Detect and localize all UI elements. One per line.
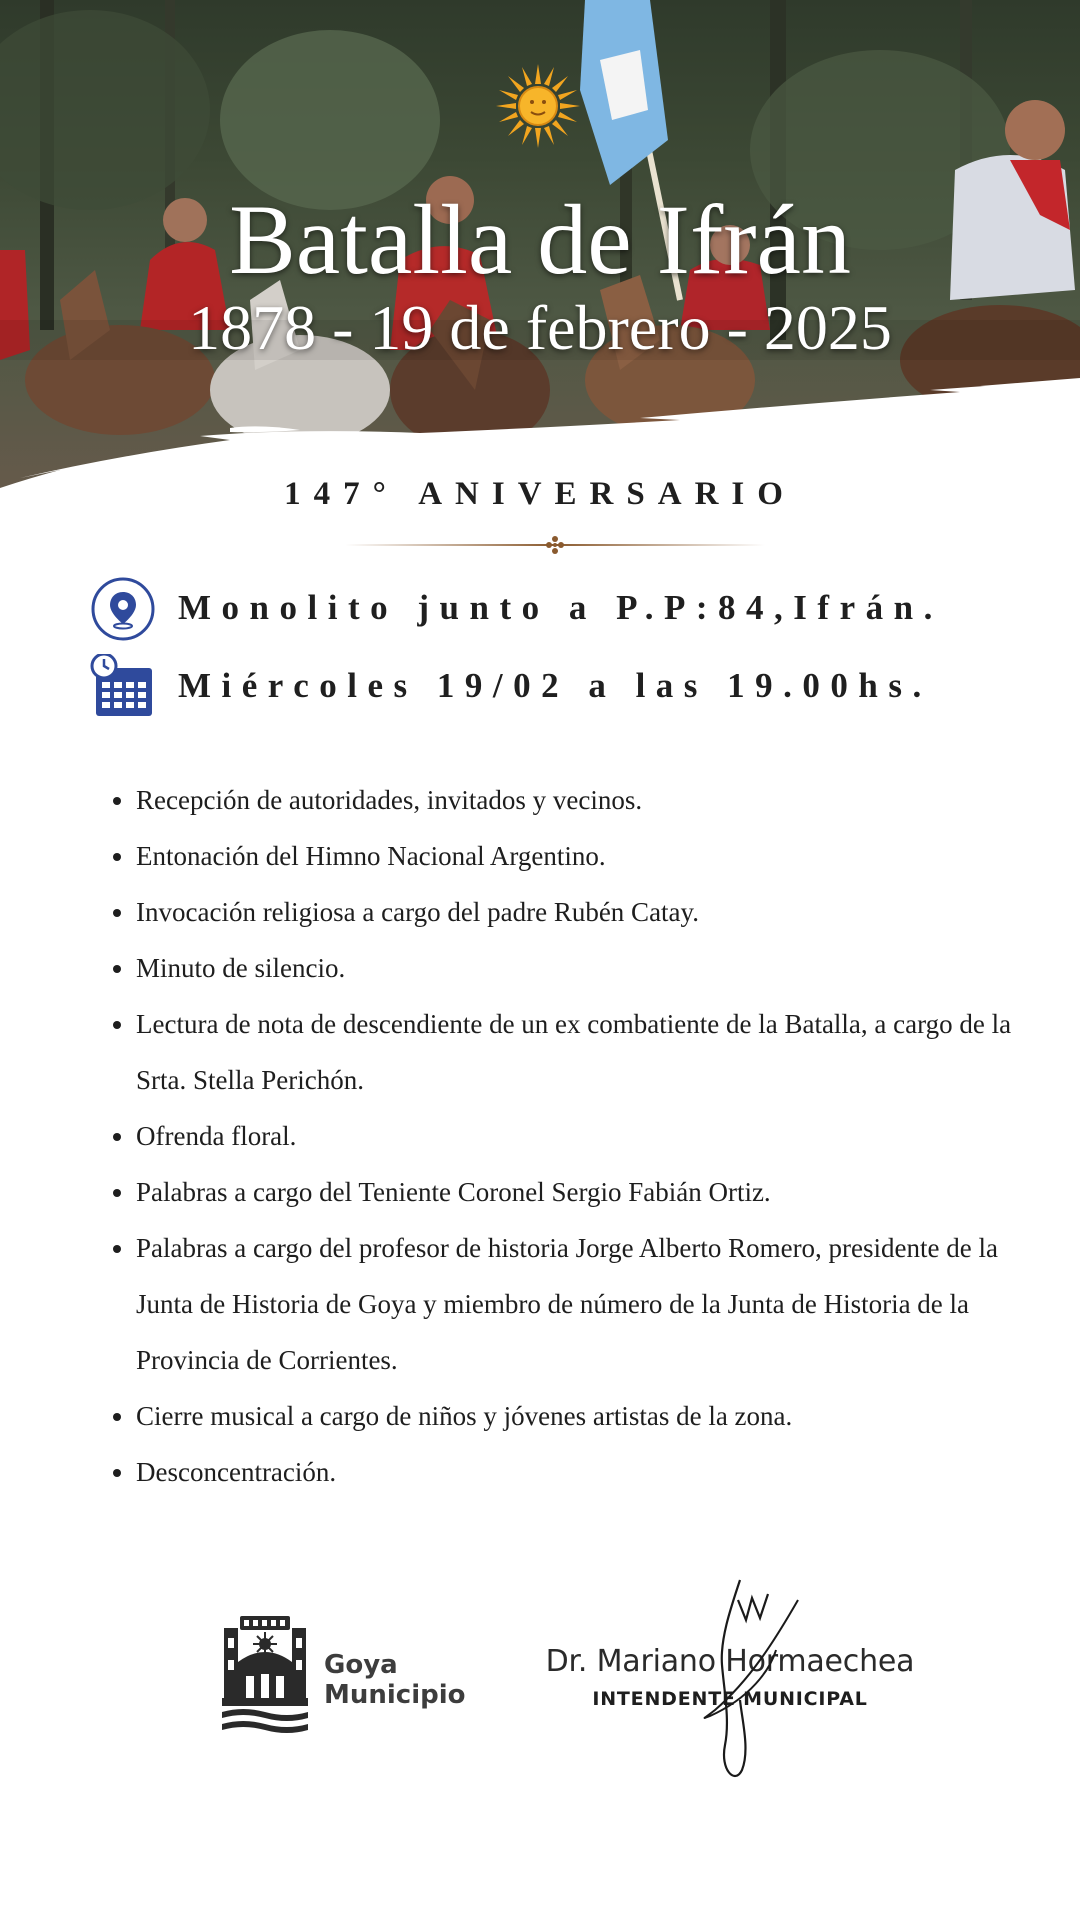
- list-item: • Recepción de autoridades, invitados y vecinos.: [136, 772, 1046, 828]
- list-item: • Minuto de silencio.: [136, 940, 1046, 996]
- anniversary-heading: 147° ANIVERSARIO: [284, 476, 796, 512]
- signer-role: INTENDENTE MUNICIPAL: [592, 1688, 868, 1710]
- list-item: • Palabras a cargo del profesor de historia Jorge Alberto Romero, presidente de la Junta de Historia de Goya y miembro de número de la Junta de Historia de la Provincia de Corrientes.: [136, 1220, 1046, 1388]
- municipal-building-emblem: [222, 1612, 308, 1736]
- signature-block: [540, 1570, 960, 1790]
- list-item: • Cierre musical a cargo de niños y jóvenes artistas de la zona.: [136, 1388, 1046, 1444]
- location-row: [90, 576, 1050, 646]
- list-item: • Desconcentración.: [136, 1444, 1046, 1500]
- list-item: • Palabras a cargo del Teniente Coronel Sergio Fabián Ortiz.: [136, 1164, 1046, 1220]
- list-item: • Ofrenda floral.: [136, 1108, 1046, 1164]
- logo-text-municipio: Municipio: [324, 1680, 466, 1710]
- brush-stroke-divider: [0, 0, 1080, 520]
- logo-text-goya: Goya: [324, 1650, 398, 1680]
- hero-photo: [0, 0, 1080, 520]
- location-text: Monolito junto a P.P:84,Ifrán.: [178, 588, 943, 627]
- handwritten-signature: [680, 1570, 810, 1790]
- program-list: [108, 772, 1046, 1500]
- list-item: • Lectura de nota de descendiente de un ex combatiente de la Batalla, a cargo de la Srta. Stella Perichón.: [136, 996, 1046, 1108]
- list-item: • Entonación del Himno Nacional Argentino.: [136, 828, 1046, 884]
- event-title: Batalla de Ifrán: [229, 184, 851, 295]
- calendar-clock-icon: [90, 654, 156, 720]
- event-dates: 1878 - 19 de febrero - 2025: [188, 292, 892, 363]
- goya-municipio-logo: [222, 1612, 466, 1738]
- date-text: Miércoles 19/02 a las 19.00hs.: [178, 666, 932, 705]
- date-row: [90, 654, 1050, 724]
- location-pin-icon: [90, 576, 156, 642]
- ornament-divider: [345, 534, 765, 556]
- signer-name: Dr. Mariano Hormaechea: [545, 1644, 915, 1679]
- list-item: • Invocación religiosa a cargo del padre Rubén Catay.: [136, 884, 1046, 940]
